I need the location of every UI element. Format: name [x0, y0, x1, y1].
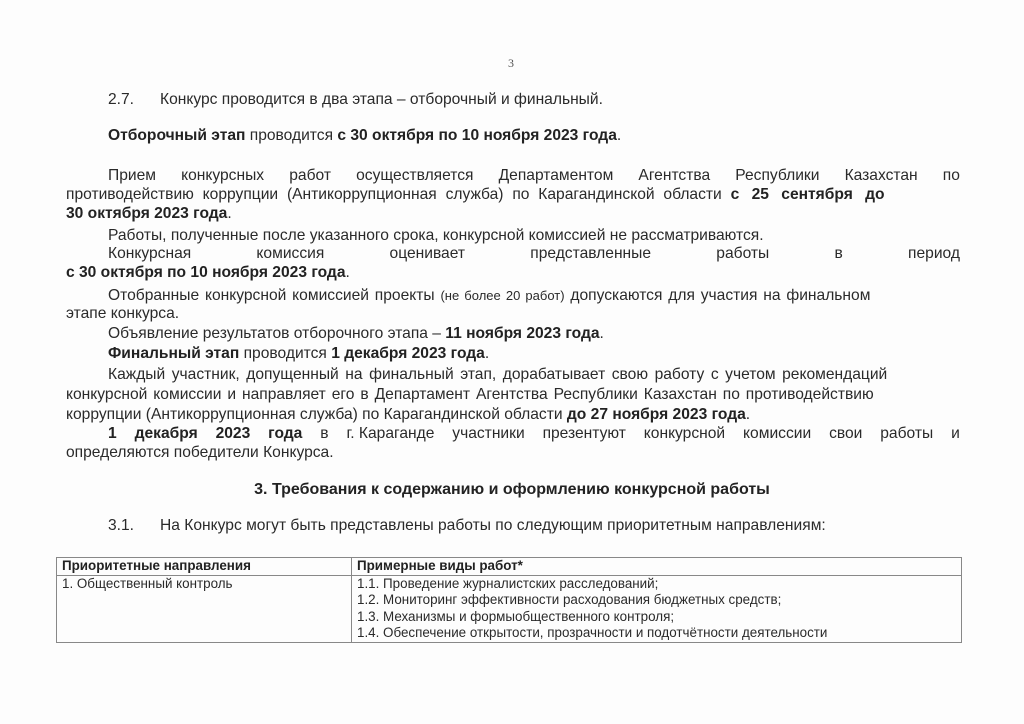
punct: .	[745, 406, 751, 423]
selected-text-2: допускаются для участия на финальном	[564, 287, 871, 304]
selection-stage-dates: с 30 октября по 10 ноября 2023 года	[337, 127, 617, 144]
section-number: 3.1.	[108, 517, 135, 534]
participants-line-2: конкурсной комиссии и направляет его в Департамент Агентства Республики Казахстан по противодействию	[66, 386, 874, 403]
word: комиссии	[743, 425, 812, 442]
word: Казахстан	[844, 167, 918, 184]
participants-text: коррупции (Антикоррупционная служба) по Карагандинской области	[66, 406, 567, 423]
word: по	[942, 167, 960, 184]
reception-line-1	[108, 167, 960, 185]
word: г. Караганде	[346, 425, 435, 442]
word: в	[320, 425, 329, 442]
announcement	[108, 325, 604, 343]
selected-line-2: этапе конкурса.	[66, 305, 180, 322]
table-header-works: Примерные виды работ*	[352, 558, 962, 576]
word: презентуют	[542, 425, 626, 442]
word: участники	[452, 425, 525, 442]
word: года	[268, 425, 303, 442]
punct: .	[599, 325, 604, 342]
word: комиссия	[256, 245, 325, 262]
reception-line-3	[66, 205, 232, 223]
selected-limit: (не более 20 работ)	[440, 288, 565, 303]
work-item: 1.1. Проведение журналистских расследований;	[357, 575, 659, 591]
announcement-date: 11 ноября 2023 года	[445, 325, 600, 342]
table-cell-direction: 1. Общественный контроль	[57, 575, 352, 642]
word: Департаментом	[498, 167, 614, 184]
word: 1	[108, 425, 117, 442]
final-stage	[108, 345, 489, 363]
reception-line-2	[66, 186, 885, 204]
reception-deadline: 30 октября 2023 года	[66, 205, 228, 222]
table-header-directions: Приоритетные направления	[57, 558, 352, 576]
word: Агентства	[638, 167, 711, 184]
punct: .	[616, 127, 622, 144]
final-stage-date: 1 декабря 2023 года	[331, 345, 485, 362]
word: работы	[880, 425, 934, 442]
section-text: Конкурс проводится в два этапа – отборочный и финальный.	[160, 91, 603, 108]
selected-line-1	[108, 287, 870, 305]
section-number: 2.7.	[108, 91, 135, 108]
word: работы	[716, 245, 770, 262]
selection-stage	[108, 127, 621, 145]
selection-stage-text: проводится	[245, 127, 338, 144]
final-stage-text: проводится	[239, 345, 332, 362]
work-item: 1.3. Механизмы и формыобщественного контроля;	[357, 608, 675, 624]
table-cell-works	[352, 575, 962, 642]
work-item: 1.2. Мониторинг эффективности расходования бюджетных средств;	[357, 592, 782, 607]
late-works: Работы, полученные после указанного срока, конкурсной комиссией не рассматриваются.	[108, 227, 764, 244]
punct: .	[484, 345, 490, 362]
word: в	[834, 245, 843, 262]
word: работ	[289, 167, 331, 184]
presentation-line-2: определяются победители Конкурса.	[66, 444, 334, 461]
reception-dates: с 25 сентября до	[730, 186, 885, 203]
announcement-text: Объявление результатов отборочного этапа –	[108, 325, 446, 342]
section-text: На Конкурс могут быть представлены работы по следующим приоритетным направлениям:	[160, 517, 826, 534]
participants-line-1: Каждый участник, допущенный на финальный этап, дорабатывает свою работу с учетом рекомендаций	[108, 366, 888, 383]
word: оценивает	[389, 245, 466, 262]
punct: .	[227, 205, 232, 222]
word: 2023	[215, 425, 251, 442]
section-3-heading: 3. Требования к содержанию и оформлению конкурсной работы	[254, 481, 770, 498]
word: Конкурсная	[108, 245, 192, 262]
page-number: 3	[508, 56, 514, 70]
section-2-7	[108, 91, 603, 109]
word: осуществляется	[356, 167, 474, 184]
selection-stage-label: Отборочный этап	[108, 127, 246, 144]
table-row	[57, 575, 962, 642]
punct: .	[345, 264, 350, 281]
word: представленные	[530, 245, 652, 262]
evaluation-line-2	[66, 264, 350, 282]
work-item: 1.4. Обеспечение открытости, прозрачности и подотчётности деятельности	[357, 625, 828, 640]
presentation-line-1	[108, 425, 960, 443]
priorities-table	[56, 557, 962, 643]
evaluation-line-1	[108, 245, 960, 263]
word: конкурсных	[181, 167, 265, 184]
reception-text: противодействию коррупции (Антикоррупционная служба) по Карагандинской области	[66, 186, 731, 203]
word: декабря	[134, 425, 198, 442]
participants-deadline: до 27 ноября 2023 года	[566, 406, 746, 423]
selected-text: Отобранные конкурсной комиссией проекты	[108, 287, 441, 304]
word: конкурсной	[643, 425, 726, 442]
word: и	[951, 425, 960, 442]
word: свои	[829, 425, 863, 442]
word: Республики	[735, 167, 820, 184]
participants-line-3	[66, 406, 750, 424]
section-3-1	[108, 517, 826, 535]
word: период	[908, 245, 960, 262]
word: Прием	[108, 167, 156, 184]
evaluation-dates: с 30 октября по 10 ноября 2023 года	[66, 264, 346, 281]
final-stage-label: Финальный этап	[108, 345, 240, 362]
table-header-row	[57, 558, 962, 576]
